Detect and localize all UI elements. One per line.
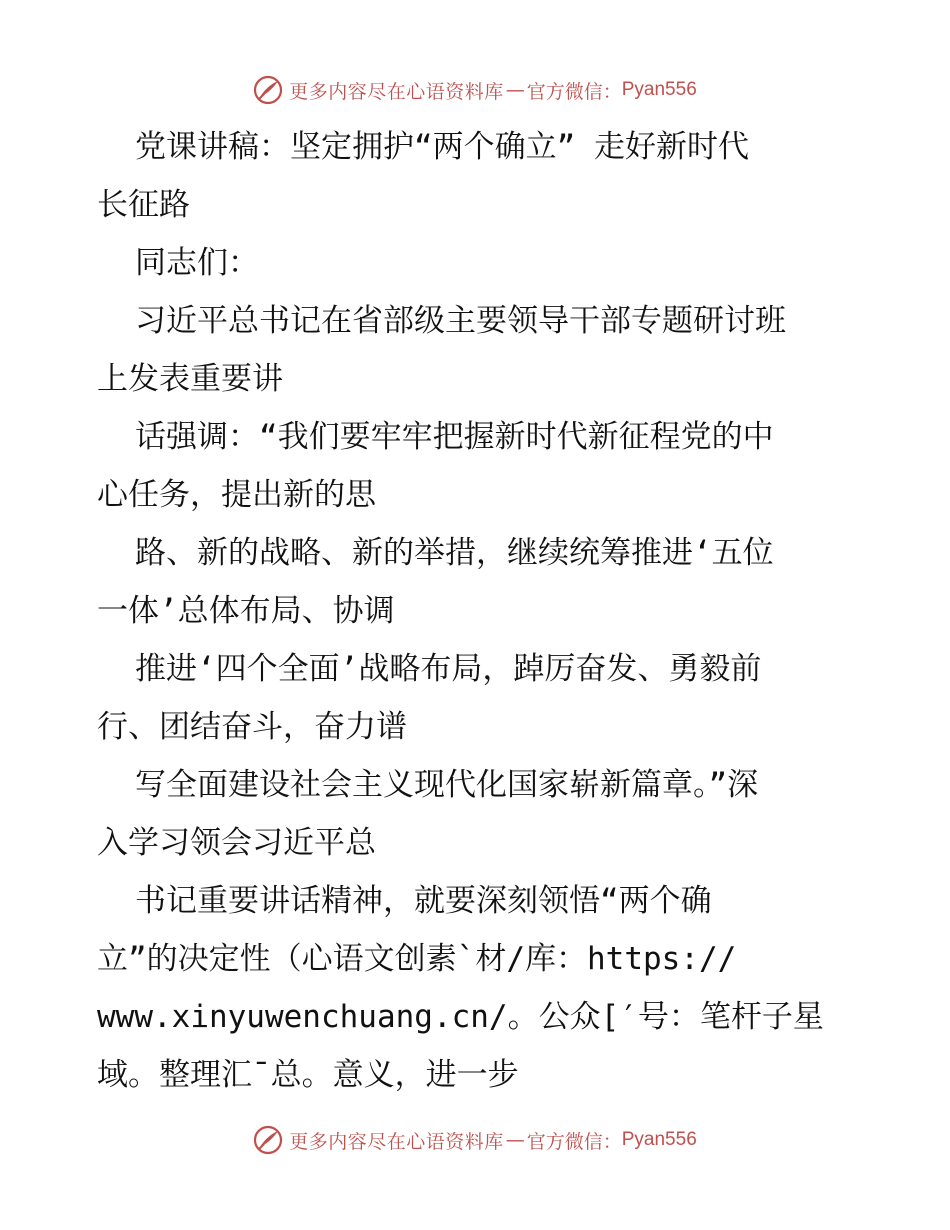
text-line: 写全面建设社会主义现代化国家崭新篇章。”深 — [135, 767, 759, 803]
text-line: 话强调：“我们要牢牢把握新时代新征程党的中 — [135, 419, 774, 455]
text-line: 一体’总体布局、协调 — [97, 593, 395, 629]
banner-site-text: 更多内容尽在心语资料库 — [289, 80, 504, 103]
banner-separator: — — [505, 79, 525, 101]
quill-logo-icon — [253, 1125, 283, 1155]
text-line: 入学习领会习近平总 — [97, 825, 376, 861]
text-line: 习近平总书记在省部级主要领导干部专题研讨班 — [135, 303, 786, 339]
banner-wechat-label: 官方微信： — [526, 80, 622, 103]
banner-site-text: 更多内容尽在心语资料库 — [289, 1130, 504, 1153]
text-line: 域。整理汇¯总。意义，进一步 — [97, 1057, 519, 1093]
text-line: www.xinyuwenchuang.cn/。公众[′号：笔杆子星 — [97, 999, 824, 1035]
text-line: 心任务，提出新的思 — [97, 477, 376, 513]
banner-separator: — — [505, 1129, 525, 1151]
banner-wechat-id: Pyan556 — [621, 79, 697, 100]
text-line: 推进‘四个全面’战略布局，踔厉奋发、勇毅前 — [135, 651, 762, 687]
text-line: 同志们： — [135, 245, 259, 281]
document-body — [97, 118, 857, 1104]
header-banner — [0, 70, 950, 110]
text-line: 路、新的战略、新的举措，继续统筹推进‘五位 — [135, 535, 774, 571]
text-line: 长征路 — [97, 187, 190, 223]
text-line: 行、团结奋斗，奋力谱 — [97, 709, 407, 745]
text-line: 上发表重要讲 — [97, 361, 283, 397]
banner-wechat-label: 官方微信： — [526, 1130, 622, 1153]
text-line: 立”的决定性（心语文创素`材/库：https:// — [97, 941, 737, 977]
quill-logo-icon — [253, 75, 283, 105]
text-line: 书记重要讲话精神，就要深刻领悟“两个确 — [135, 883, 712, 919]
footer-banner — [0, 1120, 950, 1160]
banner-wechat-id: Pyan556 — [621, 1129, 697, 1150]
text-line: 党课讲稿：坚定拥护“两个确立” 走好新时代 — [135, 129, 749, 165]
